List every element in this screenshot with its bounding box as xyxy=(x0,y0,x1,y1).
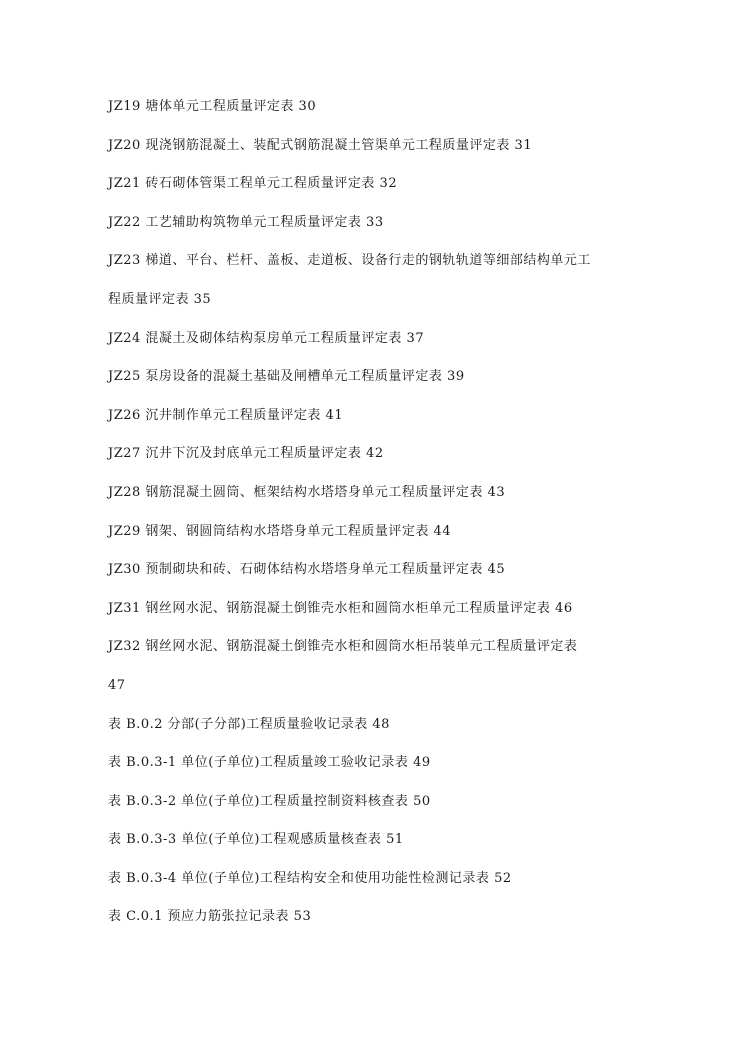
toc-entry-jz24: JZ24 混凝土及砌体结构泵房单元工程质量评定表 37 xyxy=(108,330,425,346)
toc-entry-jz32-page: 47 xyxy=(108,677,126,693)
toc-entry-jz25: JZ25 泵房设备的混凝土基础及闸槽单元工程质量评定表 39 xyxy=(108,369,465,385)
toc-entry-jz20: JZ20 现浇钢筋混凝土、装配式钢筋混凝土管渠单元工程质量评定表 31 xyxy=(108,137,533,153)
toc-entry-b03-3: 表 B.0.3-3 单位(子单位)工程观感质量核查表 51 xyxy=(108,832,404,848)
toc-entry-b02: 表 B.0.2 分部(子分部)工程质量验收记录表 48 xyxy=(108,716,390,732)
toc-entry-jz30: JZ30 预制砌块和砖、石砌体结构水塔塔身单元工程质量评定表 45 xyxy=(108,562,506,578)
toc-entry-c01: 表 C.0.1 预应力筋张拉记录表 53 xyxy=(108,909,312,925)
toc-entry-jz32: JZ32 钢丝网水泥、钢筋混凝土倒锥壳水柜和圆筒水柜吊装单元工程质量评定表 xyxy=(108,639,578,655)
table-of-contents xyxy=(108,96,648,945)
toc-entry-jz21: JZ21 砖石砌体管渠工程单元工程质量评定表 32 xyxy=(108,176,398,192)
toc-entry-b03-1: 表 B.0.3-1 单位(子单位)工程质量竣工验收记录表 49 xyxy=(108,755,431,771)
toc-entry-jz31: JZ31 钢丝网水泥、钢筋混凝土倒锥壳水柜和圆筒水柜单元工程质量评定表 46 xyxy=(108,600,573,616)
toc-entry-jz22: JZ22 工艺辅助构筑物单元工程质量评定表 33 xyxy=(108,214,384,230)
toc-entry-jz19: JZ19 塘体单元工程质量评定表 30 xyxy=(108,99,317,114)
toc-entry-jz26: JZ26 沉井制作单元工程质量评定表 41 xyxy=(108,407,344,423)
toc-entry-jz27: JZ27 沉井下沉及封底单元工程质量评定表 42 xyxy=(108,446,384,462)
toc-entry-jz29: JZ29 钢架、钢圆筒结构水塔塔身单元工程质量评定表 44 xyxy=(108,523,452,539)
toc-entry-jz23: JZ23 梯道、平台、栏杆、盖板、走道板、设备行走的钢轨轨道等细部结构单元工 xyxy=(108,253,591,269)
toc-entry-jz23-continued: 程质量评定表 35 xyxy=(108,291,212,307)
toc-entry-b03-2: 表 B.0.3-2 单位(子单位)工程质量控制资料核查表 50 xyxy=(108,793,431,809)
toc-entry-b03-4: 表 B.0.3-4 单位(子单位)工程结构安全和使用功能性检测记录表 52 xyxy=(108,870,512,886)
toc-entry-jz28: JZ28 钢筋混凝土圆筒、框架结构水塔塔身单元工程质量评定表 43 xyxy=(108,484,506,500)
